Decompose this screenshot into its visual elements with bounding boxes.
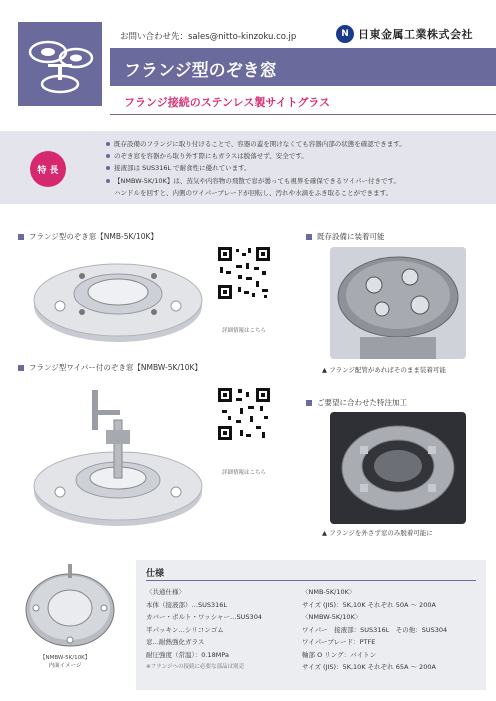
tank-lid-image bbox=[330, 247, 466, 359]
subtitle-rule bbox=[110, 114, 496, 115]
square-bullet-icon bbox=[18, 234, 24, 240]
page-subtitle: フランジ接続のステンレス製サイトグラス bbox=[124, 96, 331, 109]
spec-note: ※フランジへの接続に必要な部品は別売 bbox=[146, 664, 244, 670]
bullet-icon bbox=[106, 154, 110, 158]
feature-item-continued: ハンドルを回すと、内側のワイパーブレードが回転し、汚れや水滴をふき取ることができます。 bbox=[114, 188, 393, 197]
qr-code-icon bbox=[216, 245, 272, 301]
spec-line: ワイパー 接液部：SUS316L その他：SUS304 bbox=[302, 625, 448, 634]
square-bullet-icon bbox=[306, 400, 312, 406]
bullet-icon bbox=[106, 142, 110, 146]
spec-line: ワイパーブレード：PTFE bbox=[302, 638, 376, 646]
product-label-nmb: フランジ型のぞき窓【NMB-5K/10K】 bbox=[18, 231, 158, 242]
qr-code-icon bbox=[216, 386, 272, 442]
feature-item: のぞき窓を容器から取り外す際にもガラスは脱落せず、安全です。 bbox=[106, 150, 486, 162]
wiper-window-image bbox=[30, 380, 206, 530]
custom-flange-image bbox=[330, 412, 466, 524]
product-label-nmbw: フランジ型ワイパー付のぞき窓【NMBW-5K/10K】 bbox=[18, 362, 202, 373]
bullet-icon bbox=[106, 166, 110, 170]
inner-image-caption: 【NMBW-5K/10K】 内面イメージ bbox=[40, 655, 91, 669]
spec-line: カバー・ボルト・ワッシャー…SUS304 bbox=[146, 613, 262, 621]
product-photo-nmbw bbox=[30, 380, 206, 530]
qr-note-nmbw: 詳細情報はこちら bbox=[222, 470, 267, 476]
logo-mark-icon: N bbox=[336, 25, 354, 43]
spec-common-list bbox=[146, 586, 262, 674]
spec-line: 〈NMBW-5K/10K〉 bbox=[302, 613, 362, 621]
spec-rule bbox=[146, 580, 476, 581]
title-band bbox=[110, 48, 496, 86]
bullet-icon bbox=[106, 179, 110, 183]
company-logo bbox=[336, 24, 481, 44]
contact-email: お問い合わせ先：sales@nitto-kinzoku.co.jp bbox=[120, 32, 297, 42]
application-label-custom: ご要望に合わせた特注加工 bbox=[306, 397, 407, 408]
qr-note-nmb: 詳細情報はこちら bbox=[222, 328, 267, 334]
square-bullet-icon bbox=[306, 234, 312, 240]
application-caption-custom: ▲ フランジを外さず窓のみ脱着可能に bbox=[322, 529, 433, 537]
spec-line: 本体（接液部）…SUS316L bbox=[146, 600, 228, 609]
spec-line: 耐圧強度（常温）：0.18MPa bbox=[146, 650, 229, 659]
spec-model-list bbox=[302, 586, 447, 674]
flange-window-image bbox=[30, 250, 206, 350]
spec-line: サイズ (JIS)：5K,10K それぞれ 50A ～ 200A bbox=[302, 600, 436, 609]
spec-line: 〈NMB-5K/10K〉 bbox=[302, 588, 356, 596]
spec-line: 平パッキン…シリコンゴム bbox=[146, 625, 224, 634]
feature-item: 【NMBW-5K/10K】は、蒸気や内容物の飛散で窓が曇っても視界を確保できるワイパー付きです。 bbox=[106, 175, 486, 187]
application-caption-existing: ▲ フランジ配管があればそのまま装着可能 bbox=[322, 366, 446, 374]
spec-line: 窓…耐熱強化ガラス bbox=[146, 638, 205, 646]
application-label-existing: 既存設備に装着可能 bbox=[306, 231, 385, 242]
qr-code-nmbw[interactable] bbox=[216, 386, 272, 442]
spec-line: 〈共通仕様〉 bbox=[146, 588, 185, 596]
spec-line: サイズ (JIS)：5K,10K それぞれ 65A ～ 200A bbox=[302, 663, 436, 671]
product-photo-nmb bbox=[30, 250, 206, 350]
application-photo-existing bbox=[330, 247, 466, 359]
inner-view-image bbox=[22, 560, 118, 650]
page-title: フランジ型のぞき窓 bbox=[124, 61, 277, 81]
application-photo-custom bbox=[330, 412, 466, 524]
qr-code-nmb[interactable] bbox=[216, 245, 272, 301]
product-icon-tile bbox=[18, 22, 102, 106]
company-name: 日東金属工業株式会社 bbox=[358, 28, 473, 41]
spec-line: 軸部 O リング：バイトン bbox=[302, 650, 377, 659]
features-badge: 特 長 bbox=[30, 151, 66, 187]
features-list bbox=[106, 138, 486, 199]
sight-glass-icon bbox=[18, 22, 102, 106]
inner-image-photo bbox=[22, 560, 118, 650]
feature-item: 既存設備のフランジに取り付けることで、容器の蓋を開けなくても容器内部の状態を確認できます。 bbox=[106, 138, 486, 150]
square-bullet-icon bbox=[18, 365, 24, 371]
spec-title: 仕様 bbox=[146, 569, 165, 579]
feature-item: 接液部は SUS316L で耐食性に優れています。 bbox=[106, 162, 486, 174]
